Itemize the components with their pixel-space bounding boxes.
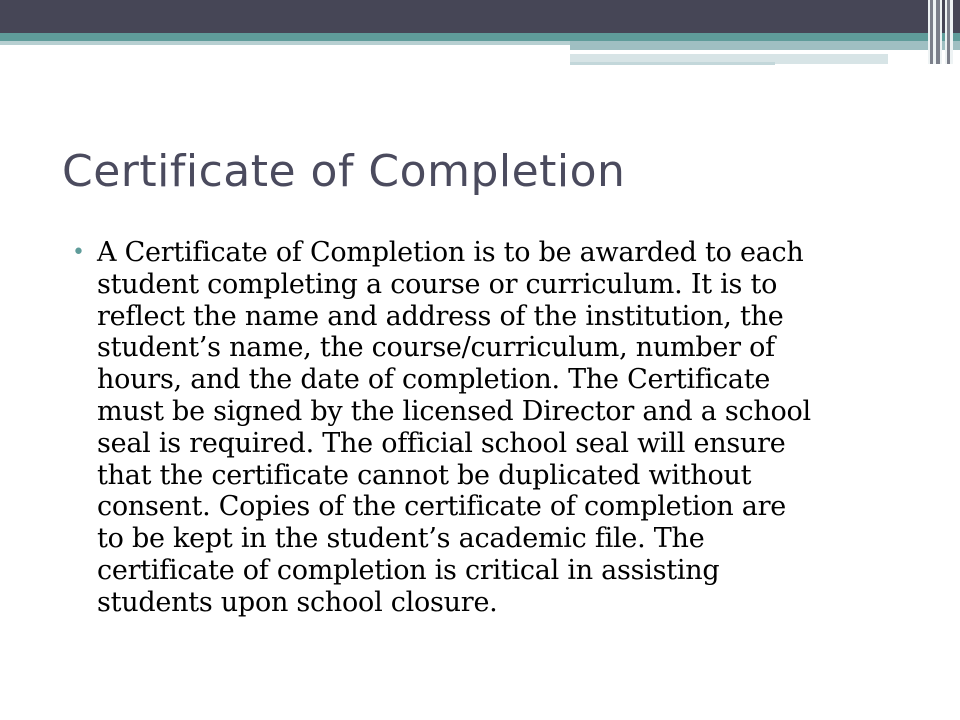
header-dark-band <box>0 0 960 33</box>
bullet-item <box>72 237 912 619</box>
header-ledge-highlight <box>570 50 888 52</box>
bullet-list <box>72 237 912 619</box>
header-ledge-edge <box>570 62 775 65</box>
bullet-text-line: certificate of completion is critical in assisting <box>97 554 720 586</box>
header-stripe <box>945 0 947 64</box>
bullet-icon: • <box>72 240 85 265</box>
bullet-text-line: to be kept in the student’s academic file. The <box>97 523 705 555</box>
bullet-text-line: students upon school closure. <box>97 586 498 618</box>
bullet-text-line: that the certificate cannot be duplicated without <box>97 459 752 491</box>
header-stripe <box>928 0 930 64</box>
header-shadow-strip <box>0 41 570 45</box>
header-stripe <box>940 0 942 64</box>
bullet-text-line: student completing a course or curriculum. It is to <box>97 268 778 300</box>
bullet-text-line: seal is required. The official school seal will ensure <box>97 427 786 459</box>
bullet-text-line: student’s name, the course/curriculum, number of <box>97 332 775 364</box>
header-stripe <box>950 0 953 64</box>
header-stripe <box>933 0 936 64</box>
header-ledge <box>570 41 960 50</box>
header-teal-band <box>0 33 960 41</box>
bullet-text-line: hours, and the date of completion. The Certificate <box>97 364 771 396</box>
bullet-text-line: must be signed by the licensed Director and a school <box>97 395 811 427</box>
slide-title: Certificate of Completion <box>62 146 626 197</box>
bullet-text-line: consent. Copies of the certificate of completion are <box>97 491 787 523</box>
bullet-text-line: A Certificate of Completion is to be awarded to each <box>97 237 804 268</box>
bullet-text-line: reflect the name and address of the institution, the <box>97 300 784 332</box>
